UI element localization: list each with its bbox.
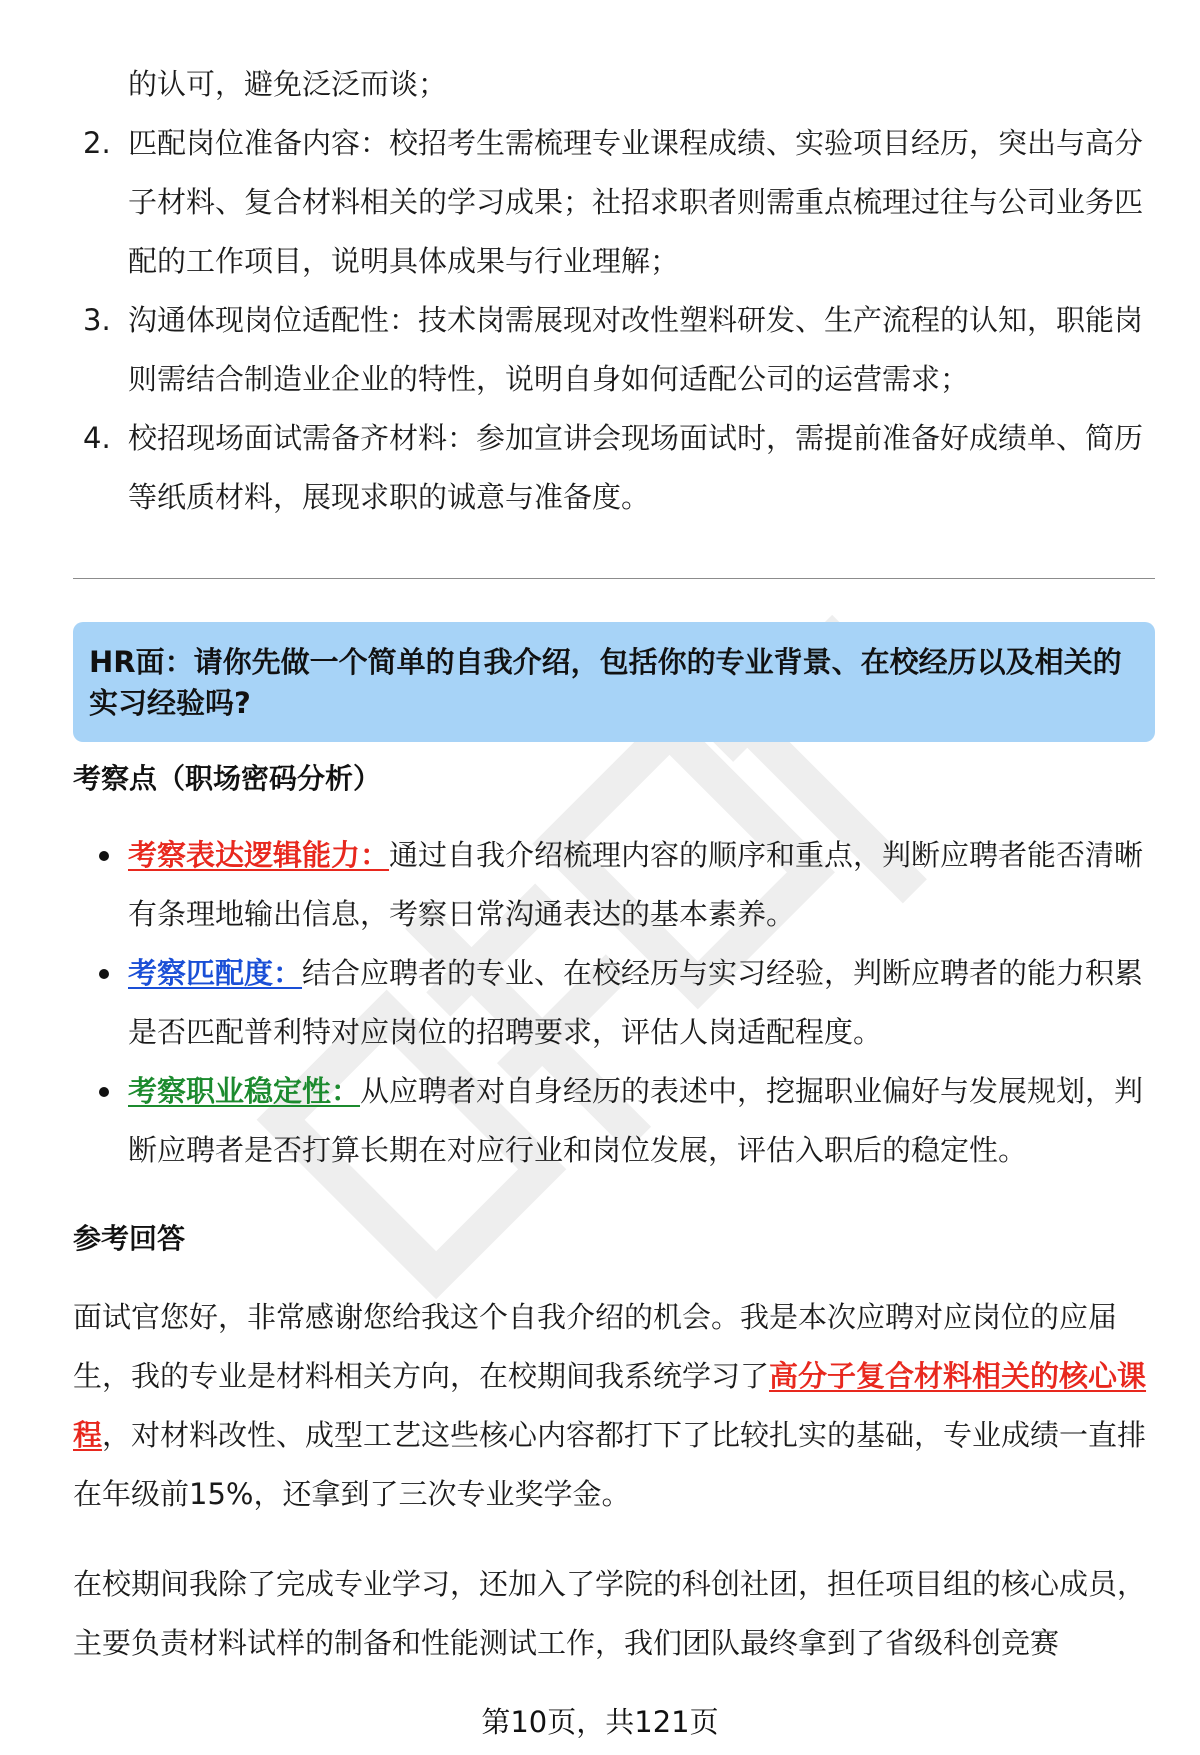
point-label: 考察表达逻辑能力： bbox=[128, 838, 390, 872]
list-item-text: 匹配岗位准备内容：校招考生需梳理专业课程成绩、实验项目经历，突出与高分子材料、复合材料相关的学习成果；社招求职者则需重点梳理过往与公司业务匹配的工作项目，说明具体成果与行业理解； bbox=[128, 126, 1144, 278]
list-item bbox=[73, 826, 1147, 944]
answer-text: ，对材料改性、成型工艺这些核心内容都打下了比较扎实的基础，专业成绩一直排在年级前15%，还拿到了三次专业奖学金。 bbox=[73, 1418, 1147, 1511]
point-text: 通过自我介绍梳理内容的顺序和重点，判断应聘者能否清晰有条理地输出信息，考察日常沟通表达的基本素养。 bbox=[128, 838, 1144, 931]
bullet-icon bbox=[99, 969, 109, 979]
analysis-heading: 考察点（职场密码分析） bbox=[73, 762, 382, 795]
list-item bbox=[73, 291, 1147, 409]
list-item bbox=[73, 114, 1147, 291]
answer-paragraph bbox=[73, 1288, 1147, 1524]
answer-text: 面试官您好，非常感谢您给我这个自我介绍的机会。我是本次应聘对应岗位的应届生，我的专业是材料相关方向，在校期间我系统学习了 bbox=[73, 1300, 1118, 1393]
question-box bbox=[73, 622, 1155, 742]
answer-heading: 参考回答 bbox=[73, 1222, 186, 1255]
list-item bbox=[73, 944, 1147, 1062]
answer-paragraph: 在校期间我除了完成专业学习，还加入了学院的科创社团，担任项目组的核心成员，主要负责材料试样的制备和性能测试工作，我们团队最终拿到了省级科创竞赛 bbox=[73, 1567, 1147, 1660]
page-number: 第10页，共121页 bbox=[481, 1705, 719, 1739]
section-divider bbox=[73, 578, 1155, 579]
list-item bbox=[73, 1062, 1147, 1180]
highlight-text: 高分子复合材料相关的核心课程 bbox=[73, 1359, 1147, 1452]
point-text: 结合应聘者的专业、在校经历与实习经验，判断应聘者的能力积累是否匹配普利特对应岗位的招聘要求，评估人岗适配程度。 bbox=[128, 956, 1144, 1049]
list-number: 4. bbox=[83, 421, 111, 455]
question-text: HR面：请你先做一个简单的自我介绍，包括你的专业背景、在校经历以及相关的实习经验吗? bbox=[89, 645, 1122, 720]
prep-tips-list bbox=[73, 114, 1147, 527]
point-label: 考察匹配度： bbox=[128, 956, 303, 990]
point-text: 从应聘者对自身经历的表述中，挖掘职业偏好与发展规划，判断应聘者是否打算长期在对应行业和岗位发展，评估入职后的稳定性。 bbox=[128, 1074, 1144, 1167]
list-item-text: 校招现场面试需备齐材料：参加宣讲会现场面试时，需提前准备好成绩单、简历等纸质材料，展现求职的诚意与准备度。 bbox=[128, 421, 1144, 514]
list-number: 2. bbox=[83, 126, 111, 160]
list-item-text: 沟通体现岗位适配性：技术岗需展现对改性塑料研发、生产流程的认知，职能岗则需结合制造业企业的特性，说明自身如何适配公司的运营需求； bbox=[128, 303, 1144, 396]
analysis-points-list bbox=[73, 826, 1147, 1180]
continuation-text: 的认可，避免泛泛而谈； bbox=[128, 67, 448, 101]
bullet-icon bbox=[99, 851, 109, 861]
bullet-icon bbox=[99, 1087, 109, 1097]
list-item bbox=[73, 409, 1147, 527]
list-number: 3. bbox=[83, 303, 111, 337]
point-label: 考察职业稳定性： bbox=[128, 1074, 361, 1108]
